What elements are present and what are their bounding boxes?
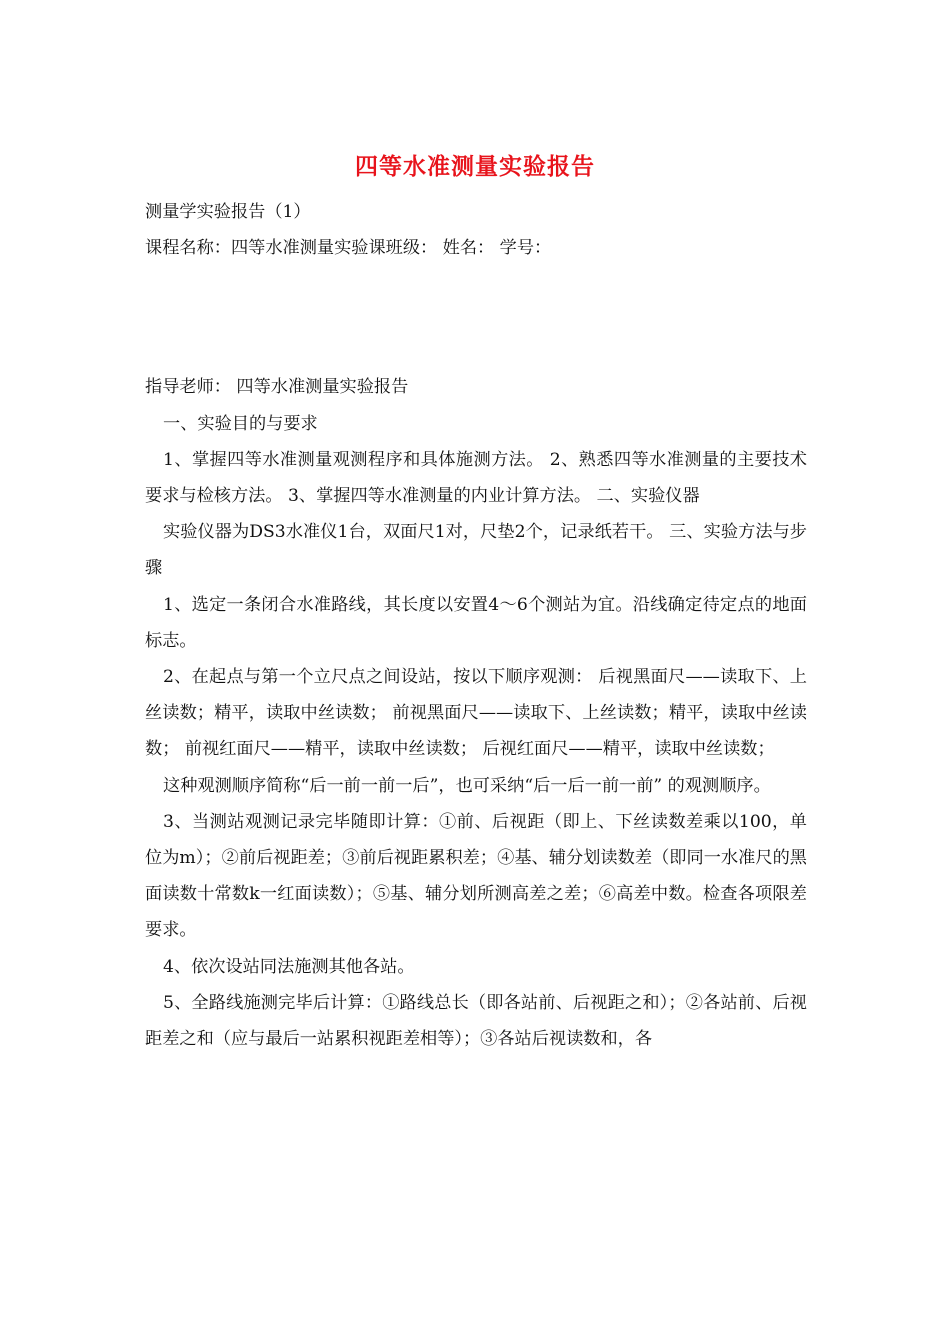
blank-space [145, 266, 807, 369]
teacher-line: 指导老师： 四等水准测量实验报告 [145, 377, 409, 398]
paragraph-objectives: 1、掌握四等水准测量观测程序和具体施测方法。 2、熟悉四等水准测量的主要技术要求与检核方法。 3、掌握四等水准测量的内业计算方法。 二、实验仪器 [145, 449, 807, 507]
section-heading-objectives: 一、实验目的与要求 [163, 413, 318, 434]
paragraph-step-3: 3、当测站观测记录完毕随即计算：①前、后视距（即上、下丝读数差乘以100，单位为m）；②前后视距差；③前后视距累积差；④基、辅分划读数差（即同一水准尺的黑面读数十常数k一红面读数）；⑤基、辅分划所测高差之差；⑥高差中数。检查各项限差要求。 [145, 811, 807, 941]
paragraph-step-5: 5、全路线施测完毕后计算：①路线总长（即各站前、后视距之和）；②各站前、后视距差之和（应与最后一站累积视距差相等）；③各站后视读数和，各 [145, 992, 807, 1050]
report-subtitle: 测量学实验报告（1） [145, 202, 311, 222]
paragraph-instruments: 实验仪器为DS3水准仪1台，双面尺1对，尺垫2个，记录纸若干。 三、实验方法与步骤 [145, 522, 807, 579]
document-title: 四等水准测量实验报告 [355, 153, 595, 180]
paragraph-step-1: 1、选定一条闭合水准路线，其长度以安置4～6个测站为宜。沿线确定待定点的地面标志。 [145, 594, 807, 651]
document-body [145, 194, 807, 1057]
paragraph-step-2: 2、在起点与第一个立尺点之间设站，按以下顺序观测： 后视黑面尺——读取下、上丝读数；精平，读取中丝读数； 前视黑面尺——读取下、上丝读数；精平，读取中丝读数； 前视红面尺——精平，读取中丝读数； 后视红面尺——精平，读取中丝读数； [145, 667, 807, 760]
course-info-line: 课程名称：四等水准测量实验课班级： 姓名： 学号： [145, 238, 552, 259]
paragraph-step-4: 4、依次设站同法施测其他各站。 [163, 956, 415, 977]
paragraph-order-note: 这种观测顺序简称“后一前一前一后”，也可采纳“后一后一前一前” 的观测顺序。 [163, 775, 771, 796]
